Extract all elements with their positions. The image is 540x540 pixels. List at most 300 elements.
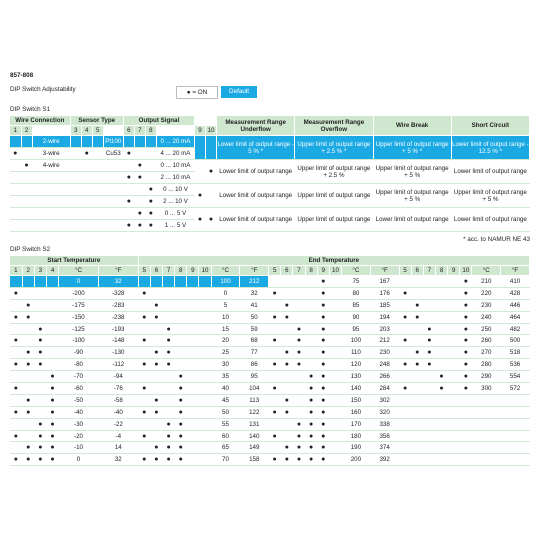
switch-state: ●	[423, 323, 435, 335]
blank-cell	[423, 418, 435, 430]
switch-state: ●	[150, 406, 162, 418]
blank-cell	[70, 160, 81, 172]
switch-state	[293, 287, 305, 299]
switch-state	[21, 148, 32, 160]
switch-state: ●	[150, 359, 162, 371]
blank-cell	[70, 196, 81, 208]
blank-cell	[460, 442, 472, 454]
blank-cell	[411, 406, 423, 418]
legend-default: Default	[221, 86, 257, 98]
switch-state	[163, 371, 175, 383]
switch-state: ●	[81, 148, 92, 160]
switch-state: ●	[10, 406, 22, 418]
switch-number: 5	[138, 266, 150, 276]
switch-state	[199, 418, 211, 430]
output-label: 0 ... 10 mA	[156, 160, 194, 172]
start-fahrenheit: -22	[98, 418, 138, 430]
switch-number: 2	[22, 266, 34, 276]
end-celsius: 210	[472, 276, 501, 288]
switch-state: ●	[34, 323, 46, 335]
end-fahrenheit: 374	[370, 442, 399, 454]
end-celsius: 180	[342, 430, 371, 442]
switch-state	[145, 148, 156, 160]
switch-state: ●	[281, 454, 293, 466]
switch-state: ●	[175, 418, 187, 430]
switch-state: ●	[163, 418, 175, 430]
switch-state: ●	[145, 208, 156, 220]
end-celsius: 290	[472, 371, 501, 383]
start-celsius: -100	[59, 335, 99, 347]
switch-state	[187, 383, 199, 395]
start-fahrenheit: -148	[98, 335, 138, 347]
group-sensor-type: Sensor Type	[70, 116, 123, 126]
switch-number: 1	[10, 266, 22, 276]
switch-state	[199, 311, 211, 323]
blank-cell	[411, 394, 423, 406]
end-fahrenheit: 392	[370, 454, 399, 466]
switch-state: ●	[293, 442, 305, 454]
switch-state	[81, 136, 92, 148]
switch-state	[329, 359, 341, 371]
switch-state	[138, 418, 150, 430]
switch-state	[281, 287, 293, 299]
switch-state: ●	[281, 406, 293, 418]
measurement-overflow: Upper limit of output range	[295, 184, 373, 208]
end-fahrenheit: 212	[370, 335, 399, 347]
switch-state	[293, 371, 305, 383]
switch-state: ●	[10, 311, 22, 323]
switch-state: ●	[269, 454, 281, 466]
switch-state	[163, 287, 175, 299]
switch-state	[187, 287, 199, 299]
unit-celsius: °C	[211, 266, 240, 276]
group-output-signal: Output Signal	[123, 116, 194, 126]
switch-state	[22, 323, 34, 335]
switch-state	[123, 136, 134, 148]
blank-cell	[435, 418, 447, 430]
switch-state	[329, 323, 341, 335]
switch-state	[92, 148, 103, 160]
switch-state: ●	[175, 454, 187, 466]
measurement-wirebreak: Upper limit of output range + 5 % *	[373, 136, 451, 160]
switch-number: 1	[10, 126, 21, 136]
switch-state: ●	[34, 347, 46, 359]
switch-state	[448, 276, 460, 288]
switch-state	[46, 299, 58, 311]
start-celsius: -80	[59, 359, 99, 371]
switch-state: ●	[175, 430, 187, 442]
switch-state: ●	[22, 347, 34, 359]
switch-state	[435, 335, 447, 347]
end-fahrenheit: 32	[240, 287, 269, 299]
switch-number: 6	[281, 266, 293, 276]
switch-state: ●	[460, 311, 472, 323]
blank-cell	[411, 418, 423, 430]
switch-state	[329, 394, 341, 406]
switch-state: ●	[269, 335, 281, 347]
end-fahrenheit: 113	[240, 394, 269, 406]
start-fahrenheit: 32	[98, 276, 138, 288]
switch-state	[175, 335, 187, 347]
switch-number: 9	[187, 266, 199, 276]
switch-state	[199, 454, 211, 466]
switch-state	[448, 299, 460, 311]
switch-state	[281, 430, 293, 442]
end-celsius: 5	[211, 299, 240, 311]
output-label: 2 ... 10 V	[156, 196, 194, 208]
blank-cell	[81, 160, 92, 172]
switch-state	[134, 136, 145, 148]
switch-state: ●	[269, 359, 281, 371]
blank-cell	[92, 208, 103, 220]
s1-table	[10, 116, 530, 232]
switch-state: ●	[399, 383, 411, 395]
end-celsius: 120	[342, 359, 371, 371]
blank-cell	[103, 126, 123, 136]
blank-cell	[472, 430, 501, 442]
switch-state	[138, 371, 150, 383]
measurement-underflow: Lower limit of output range	[217, 184, 295, 208]
switch-state	[269, 276, 281, 288]
switch-state: ●	[305, 418, 317, 430]
switch-state: ●	[150, 442, 162, 454]
switch-state	[46, 276, 58, 288]
switch-state	[199, 394, 211, 406]
blank-cell	[103, 184, 123, 196]
switch-state	[269, 442, 281, 454]
end-celsius: 250	[472, 323, 501, 335]
blank-cell	[423, 430, 435, 442]
switch-number: 9	[448, 266, 460, 276]
switch-state: ●	[411, 299, 423, 311]
end-celsius: 270	[472, 347, 501, 359]
switch-state: ●	[123, 148, 134, 160]
blank-cell	[70, 220, 81, 232]
end-fahrenheit: 68	[240, 335, 269, 347]
end-fahrenheit: 320	[370, 406, 399, 418]
blank-cell	[448, 394, 460, 406]
output-label: 2 ... 10 mA	[156, 172, 194, 184]
blank-cell	[399, 394, 411, 406]
unit-fahrenheit: °F	[501, 266, 530, 276]
switch-state: ●	[175, 442, 187, 454]
switch-state: ●	[22, 299, 34, 311]
switch-state	[423, 371, 435, 383]
blank-cell	[103, 208, 123, 220]
start-fahrenheit: -4	[98, 430, 138, 442]
switch-number: 5	[269, 266, 281, 276]
switch-state	[281, 371, 293, 383]
switch-state: ●	[293, 323, 305, 335]
end-fahrenheit: 122	[240, 406, 269, 418]
start-fahrenheit: -283	[98, 299, 138, 311]
switch-state: ●	[460, 287, 472, 299]
part-number: 857-808	[10, 72, 34, 79]
switch-state: ●	[293, 359, 305, 371]
switch-state: ●	[317, 287, 329, 299]
switch-state: ●	[399, 311, 411, 323]
unit-fahrenheit: °F	[370, 266, 399, 276]
switch-state	[46, 347, 58, 359]
end-fahrenheit: 77	[240, 347, 269, 359]
blank-cell	[448, 406, 460, 418]
end-fahrenheit: 140	[240, 430, 269, 442]
switch-state	[175, 347, 187, 359]
switch-state	[435, 276, 447, 288]
start-celsius: -125	[59, 323, 99, 335]
switch-state: ●	[269, 430, 281, 442]
switch-state	[138, 442, 150, 454]
switch-state	[46, 359, 58, 371]
end-fahrenheit: 86	[240, 359, 269, 371]
switch-state	[145, 136, 156, 148]
switch-state: ●	[460, 359, 472, 371]
switch-state: ●	[138, 430, 150, 442]
switch-number: 6	[123, 126, 134, 136]
blank-cell	[435, 406, 447, 418]
wire-label: 3-wire	[32, 148, 70, 160]
switch-state	[46, 287, 58, 299]
measurement-wirebreak: Upper limit of output range + 5 %	[373, 184, 451, 208]
switch-state	[34, 406, 46, 418]
switch-state: ●	[145, 220, 156, 232]
switch-state	[46, 311, 58, 323]
switch-state	[150, 287, 162, 299]
switch-state	[187, 347, 199, 359]
blank-cell	[21, 220, 32, 232]
end-fahrenheit: 446	[501, 299, 530, 311]
switch-state	[22, 287, 34, 299]
gap-cell	[195, 116, 217, 126]
switch-state: ●	[293, 335, 305, 347]
start-fahrenheit: -94	[98, 371, 138, 383]
switch-number: 4	[46, 266, 58, 276]
switch-state	[134, 196, 145, 208]
switch-state	[329, 442, 341, 454]
switch-state	[22, 335, 34, 347]
switch-state	[329, 347, 341, 359]
switch-state	[34, 311, 46, 323]
switch-state: ●	[411, 311, 423, 323]
blank-cell	[70, 184, 81, 196]
switch-state: ●	[175, 371, 187, 383]
wire-label: 2-wire	[32, 136, 70, 148]
switch-state	[187, 359, 199, 371]
start-fahrenheit: -112	[98, 359, 138, 371]
switch-number: 7	[134, 126, 145, 136]
switch-state	[329, 454, 341, 466]
switch-state: ●	[163, 430, 175, 442]
switch-state	[281, 276, 293, 288]
switch-state	[435, 287, 447, 299]
output-label: 4 ... 20 mA	[156, 148, 194, 160]
switch-state	[10, 371, 22, 383]
start-celsius: -70	[59, 371, 99, 383]
switch-state	[411, 276, 423, 288]
end-fahrenheit: 212	[240, 276, 269, 288]
end-celsius: 40	[211, 383, 240, 395]
switch-state: ●	[138, 287, 150, 299]
switch-state	[150, 276, 162, 288]
switch-state	[175, 276, 187, 288]
switch-state: ●	[305, 442, 317, 454]
blank-cell	[423, 454, 435, 466]
switch-number: 7	[293, 266, 305, 276]
switch-state: ●	[281, 394, 293, 406]
group-underflow: Measurement Range Underflow	[217, 116, 295, 136]
sensor-label: Pt100	[103, 136, 123, 148]
switch-state	[175, 287, 187, 299]
switch-state	[34, 276, 46, 288]
start-fahrenheit: -193	[98, 323, 138, 335]
end-celsius: 280	[472, 359, 501, 371]
switch-state: ●	[423, 347, 435, 359]
switch-state: ●	[10, 430, 22, 442]
switch-state	[187, 335, 199, 347]
switch-state	[187, 442, 199, 454]
end-celsius: 240	[472, 311, 501, 323]
start-celsius: -200	[59, 287, 99, 299]
switch-state	[10, 136, 21, 148]
switch-state	[448, 371, 460, 383]
switch-number: 9	[195, 126, 206, 136]
blank-cell	[501, 454, 530, 466]
blank-cell	[460, 418, 472, 430]
switch-state: ●	[163, 335, 175, 347]
end-fahrenheit: 131	[240, 418, 269, 430]
switch-state: ●	[46, 454, 58, 466]
blank-cell	[448, 442, 460, 454]
blank-cell	[156, 126, 194, 136]
switch-state: ●	[460, 371, 472, 383]
switch-number: 7	[423, 266, 435, 276]
blank-cell	[472, 418, 501, 430]
switch-state: ●	[34, 454, 46, 466]
end-fahrenheit: 50	[240, 311, 269, 323]
switch-state	[199, 359, 211, 371]
end-celsius: 65	[211, 442, 240, 454]
switch-state: ●	[10, 359, 22, 371]
switch-state	[22, 418, 34, 430]
switch-state	[305, 299, 317, 311]
switch-state	[187, 430, 199, 442]
switch-state: ●	[134, 172, 145, 184]
switch-state: ●	[281, 347, 293, 359]
switch-state	[305, 347, 317, 359]
end-celsius: 15	[211, 323, 240, 335]
switch-state	[293, 383, 305, 395]
start-fahrenheit: 14	[98, 442, 138, 454]
blank-cell	[81, 196, 92, 208]
blank-cell	[435, 454, 447, 466]
switch-state: ●	[399, 359, 411, 371]
switch-state	[123, 184, 134, 196]
blank-cell	[32, 196, 70, 208]
group-overflow: Measurement Range Overflow	[295, 116, 373, 136]
measurement-overflow: Upper limit of output range + 2.5 %	[295, 160, 373, 184]
switch-state	[175, 311, 187, 323]
end-celsius: 150	[342, 394, 371, 406]
end-celsius: 20	[211, 335, 240, 347]
end-celsius: 160	[342, 406, 371, 418]
switch-state	[281, 383, 293, 395]
switch-state	[293, 276, 305, 288]
switch-state: ●	[305, 383, 317, 395]
switch-state: ●	[293, 454, 305, 466]
switch-state	[163, 406, 175, 418]
switch-number: 8	[305, 266, 317, 276]
switch-state: ●	[460, 276, 472, 288]
end-fahrenheit: 410	[501, 276, 530, 288]
switch-state: ●	[22, 394, 34, 406]
start-temperature-header: Start Temperature	[10, 256, 138, 266]
switch-state	[411, 287, 423, 299]
switch-state	[329, 371, 341, 383]
start-fahrenheit: -40	[98, 406, 138, 418]
blank-cell	[460, 406, 472, 418]
switch-state	[187, 406, 199, 418]
end-fahrenheit: 176	[370, 287, 399, 299]
switch-state	[281, 323, 293, 335]
end-celsius: 45	[211, 394, 240, 406]
end-celsius: 75	[342, 276, 371, 288]
switch-state: ●	[281, 311, 293, 323]
unit-celsius: °C	[472, 266, 501, 276]
switch-state	[199, 299, 211, 311]
switch-state	[329, 430, 341, 442]
switch-state	[187, 454, 199, 466]
end-fahrenheit: 518	[501, 347, 530, 359]
switch-state	[150, 430, 162, 442]
switch-state	[195, 160, 206, 184]
switch-state	[70, 136, 81, 148]
legend-on: ● = ON	[176, 86, 218, 99]
switch-number: 3	[34, 266, 46, 276]
switch-state: ●	[46, 406, 58, 418]
switch-state	[435, 311, 447, 323]
switch-state: ●	[10, 383, 22, 395]
end-temperature-header: End Temperature	[138, 256, 529, 266]
end-fahrenheit: 158	[240, 454, 269, 466]
blank-cell	[435, 442, 447, 454]
blank-cell	[411, 442, 423, 454]
end-fahrenheit: 284	[370, 383, 399, 395]
switch-state: ●	[175, 394, 187, 406]
switch-state	[269, 323, 281, 335]
subtitle: DIP Switch Adjustability	[10, 86, 76, 93]
switch-state: ●	[399, 287, 411, 299]
end-celsius: 0	[211, 287, 240, 299]
switch-state	[187, 323, 199, 335]
switch-state	[187, 394, 199, 406]
switch-state: ●	[423, 359, 435, 371]
switch-number: 5	[92, 126, 103, 136]
switch-state: ●	[293, 418, 305, 430]
switch-state: ●	[34, 442, 46, 454]
group-shortcircuit: Short Circuit	[451, 116, 529, 136]
switch-state: ●	[163, 347, 175, 359]
end-fahrenheit: 572	[501, 383, 530, 395]
blank-cell	[448, 430, 460, 442]
switch-state: ●	[317, 347, 329, 359]
blank-cell	[32, 220, 70, 232]
switch-state	[163, 394, 175, 406]
switch-state: ●	[269, 287, 281, 299]
start-celsius: 0	[59, 276, 99, 288]
start-fahrenheit: -58	[98, 394, 138, 406]
wire-label: 4-wire	[32, 160, 70, 172]
switch-number: 6	[411, 266, 423, 276]
